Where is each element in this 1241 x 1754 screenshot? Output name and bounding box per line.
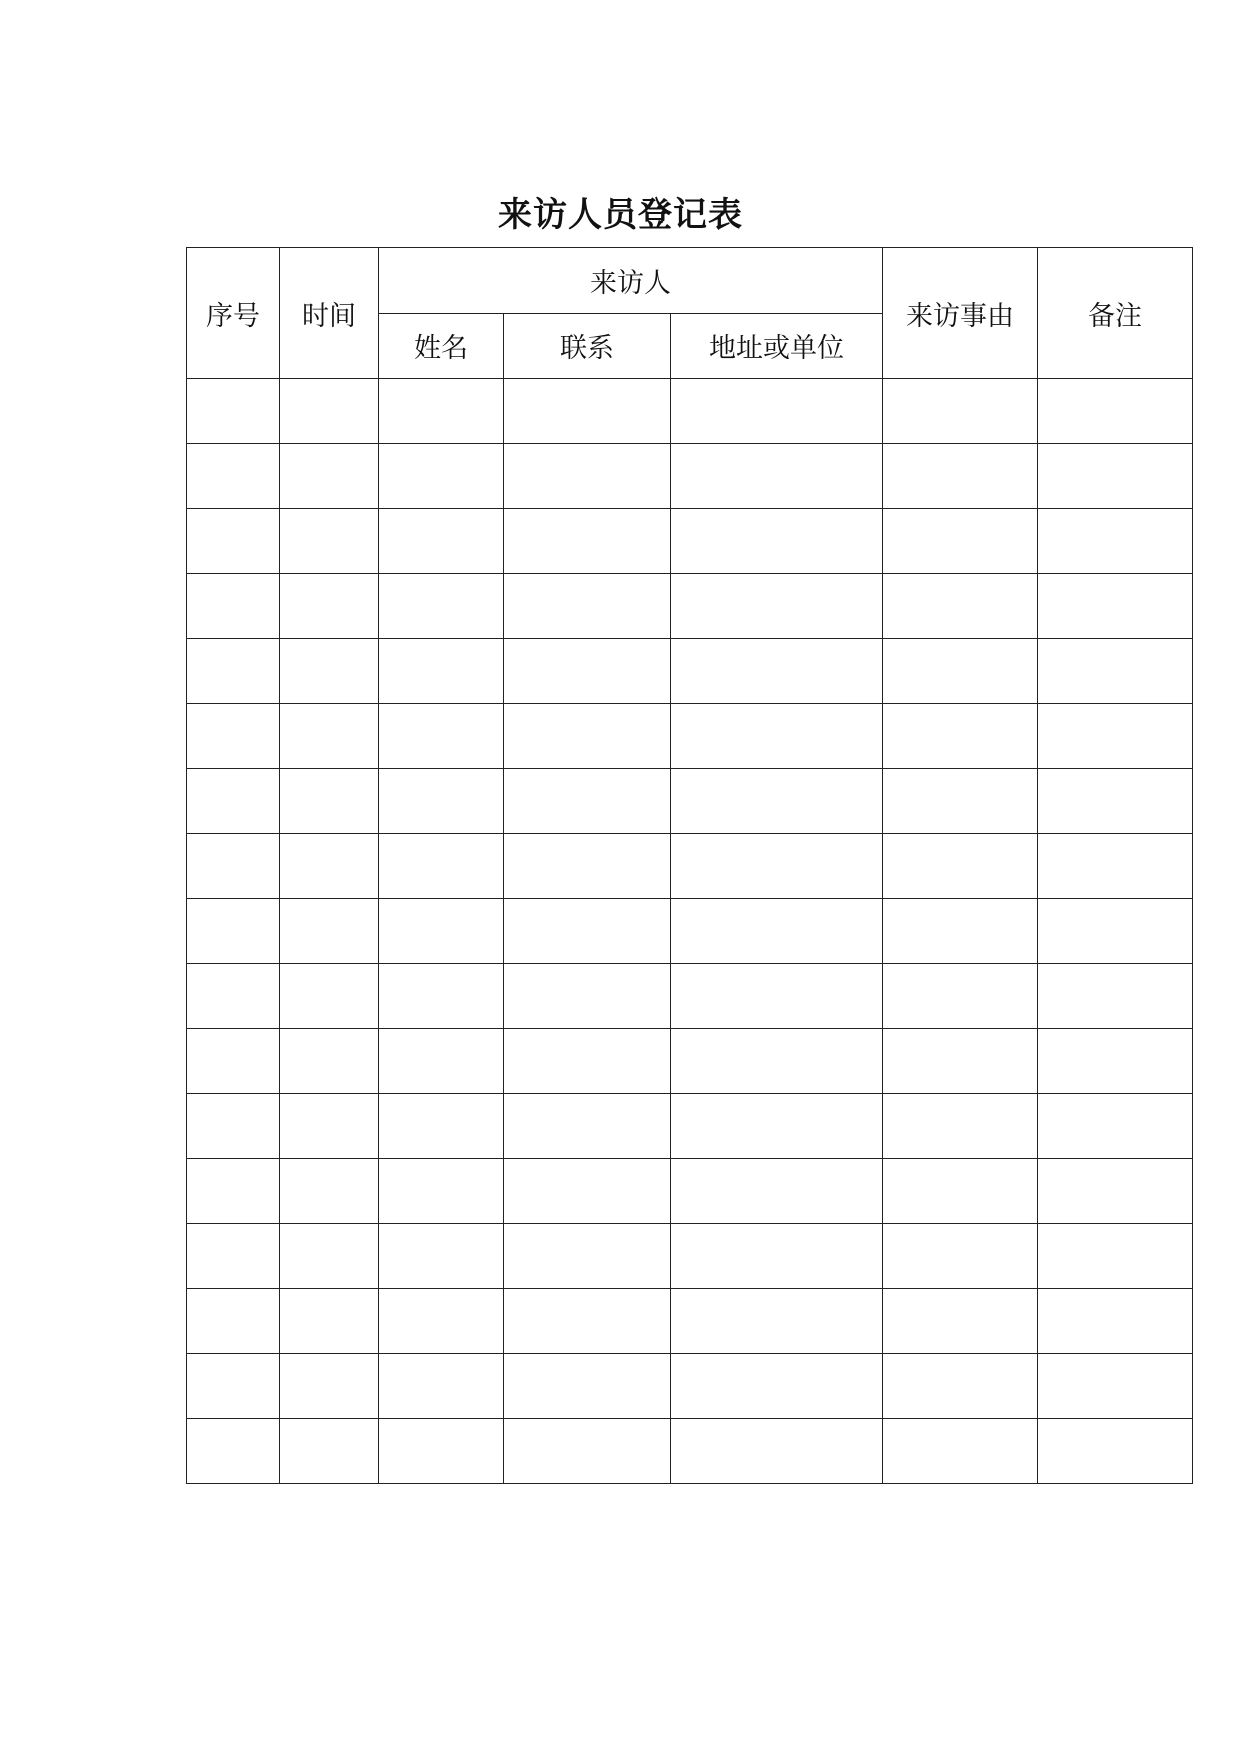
name-cell [379, 379, 504, 444]
time-cell [280, 379, 379, 444]
seq-cell [187, 379, 280, 444]
address-cell [671, 509, 883, 574]
name-cell [379, 1159, 504, 1224]
header-reason: 来访事由 [883, 248, 1038, 379]
seq-cell [187, 899, 280, 964]
contact-cell [504, 1094, 671, 1159]
table-row [187, 444, 1193, 509]
address-cell [671, 444, 883, 509]
contact-cell [504, 1354, 671, 1419]
name-cell [379, 899, 504, 964]
table-row [187, 1289, 1193, 1354]
reason-cell [883, 379, 1038, 444]
table-row [187, 574, 1193, 639]
remarks-cell [1038, 1094, 1193, 1159]
seq-cell [187, 1029, 280, 1094]
time-cell [280, 444, 379, 509]
seq-cell [187, 1159, 280, 1224]
address-cell [671, 379, 883, 444]
remarks-cell [1038, 1354, 1193, 1419]
name-cell [379, 1094, 504, 1159]
remarks-cell [1038, 1419, 1193, 1484]
reason-cell [883, 1419, 1038, 1484]
remarks-cell [1038, 639, 1193, 704]
table-row [187, 379, 1193, 444]
table-row [187, 1159, 1193, 1224]
remarks-cell [1038, 899, 1193, 964]
table-row [187, 1224, 1193, 1289]
time-cell [280, 639, 379, 704]
header-visitor-group: 来访人 [379, 248, 883, 314]
seq-cell [187, 1224, 280, 1289]
table-body [187, 379, 1193, 1484]
contact-cell [504, 1159, 671, 1224]
reason-cell [883, 834, 1038, 899]
contact-cell [504, 639, 671, 704]
address-cell [671, 574, 883, 639]
seq-cell [187, 704, 280, 769]
address-cell [671, 1224, 883, 1289]
time-cell [280, 1419, 379, 1484]
seq-cell [187, 509, 280, 574]
remarks-cell [1038, 1029, 1193, 1094]
header-address: 地址或单位 [671, 313, 883, 379]
contact-cell [504, 509, 671, 574]
contact-cell [504, 379, 671, 444]
time-cell [280, 1029, 379, 1094]
time-cell [280, 574, 379, 639]
name-cell [379, 509, 504, 574]
reason-cell [883, 1094, 1038, 1159]
header-seq: 序号 [187, 248, 280, 379]
contact-cell [504, 899, 671, 964]
name-cell [379, 834, 504, 899]
address-cell [671, 964, 883, 1029]
remarks-cell [1038, 834, 1193, 899]
name-cell [379, 1029, 504, 1094]
table-row [187, 769, 1193, 834]
header-remarks: 备注 [1038, 248, 1193, 379]
header-name: 姓名 [379, 313, 504, 379]
time-cell [280, 1289, 379, 1354]
table-row [187, 964, 1193, 1029]
reason-cell [883, 1289, 1038, 1354]
table-row [187, 834, 1193, 899]
seq-cell [187, 1289, 280, 1354]
time-cell [280, 1094, 379, 1159]
remarks-cell [1038, 1159, 1193, 1224]
time-cell [280, 834, 379, 899]
seq-cell [187, 964, 280, 1029]
name-cell [379, 444, 504, 509]
seq-cell [187, 1354, 280, 1419]
time-cell [280, 769, 379, 834]
address-cell [671, 1159, 883, 1224]
reason-cell [883, 509, 1038, 574]
remarks-cell [1038, 379, 1193, 444]
seq-cell [187, 639, 280, 704]
reason-cell [883, 899, 1038, 964]
reason-cell [883, 1159, 1038, 1224]
reason-cell [883, 704, 1038, 769]
name-cell [379, 1354, 504, 1419]
table-header [187, 248, 1193, 379]
seq-cell [187, 834, 280, 899]
reason-cell [883, 444, 1038, 509]
contact-cell [504, 1289, 671, 1354]
contact-cell [504, 444, 671, 509]
table-row [187, 899, 1193, 964]
table-row [187, 704, 1193, 769]
table-row [187, 509, 1193, 574]
name-cell [379, 1419, 504, 1484]
reason-cell [883, 574, 1038, 639]
address-cell [671, 899, 883, 964]
reason-cell [883, 1354, 1038, 1419]
contact-cell [504, 704, 671, 769]
header-time: 时间 [280, 248, 379, 379]
address-cell [671, 1354, 883, 1419]
time-cell [280, 1159, 379, 1224]
name-cell [379, 1289, 504, 1354]
name-cell [379, 769, 504, 834]
address-cell [671, 1289, 883, 1354]
name-cell [379, 574, 504, 639]
address-cell [671, 834, 883, 899]
time-cell [280, 1224, 379, 1289]
table-row [187, 639, 1193, 704]
table-row [187, 1419, 1193, 1484]
page-title: 来访人员登记表 [498, 195, 743, 235]
time-cell [280, 704, 379, 769]
contact-cell [504, 1419, 671, 1484]
reason-cell [883, 1224, 1038, 1289]
contact-cell [504, 964, 671, 1029]
seq-cell [187, 1419, 280, 1484]
reason-cell [883, 769, 1038, 834]
seq-cell [187, 574, 280, 639]
name-cell [379, 639, 504, 704]
name-cell [379, 704, 504, 769]
name-cell [379, 964, 504, 1029]
seq-cell [187, 769, 280, 834]
contact-cell [504, 1029, 671, 1094]
remarks-cell [1038, 444, 1193, 509]
contact-cell [504, 834, 671, 899]
address-cell [671, 1419, 883, 1484]
remarks-cell [1038, 769, 1193, 834]
contact-cell [504, 1224, 671, 1289]
seq-cell [187, 444, 280, 509]
address-cell [671, 1029, 883, 1094]
seq-cell [187, 1094, 280, 1159]
remarks-cell [1038, 1289, 1193, 1354]
remarks-cell [1038, 574, 1193, 639]
table-row [187, 1029, 1193, 1094]
time-cell [280, 899, 379, 964]
reason-cell [883, 1029, 1038, 1094]
remarks-cell [1038, 509, 1193, 574]
table-row [187, 1094, 1193, 1159]
reason-cell [883, 639, 1038, 704]
time-cell [280, 509, 379, 574]
remarks-cell [1038, 704, 1193, 769]
address-cell [671, 704, 883, 769]
contact-cell [504, 769, 671, 834]
header-contact: 联系 [504, 313, 671, 379]
reason-cell [883, 964, 1038, 1029]
name-cell [379, 1224, 504, 1289]
visitor-register-table [186, 247, 1193, 1484]
address-cell [671, 1094, 883, 1159]
table-row [187, 1354, 1193, 1419]
contact-cell [504, 574, 671, 639]
remarks-cell [1038, 964, 1193, 1029]
address-cell [671, 639, 883, 704]
time-cell [280, 1354, 379, 1419]
remarks-cell [1038, 1224, 1193, 1289]
time-cell [280, 964, 379, 1029]
address-cell [671, 769, 883, 834]
